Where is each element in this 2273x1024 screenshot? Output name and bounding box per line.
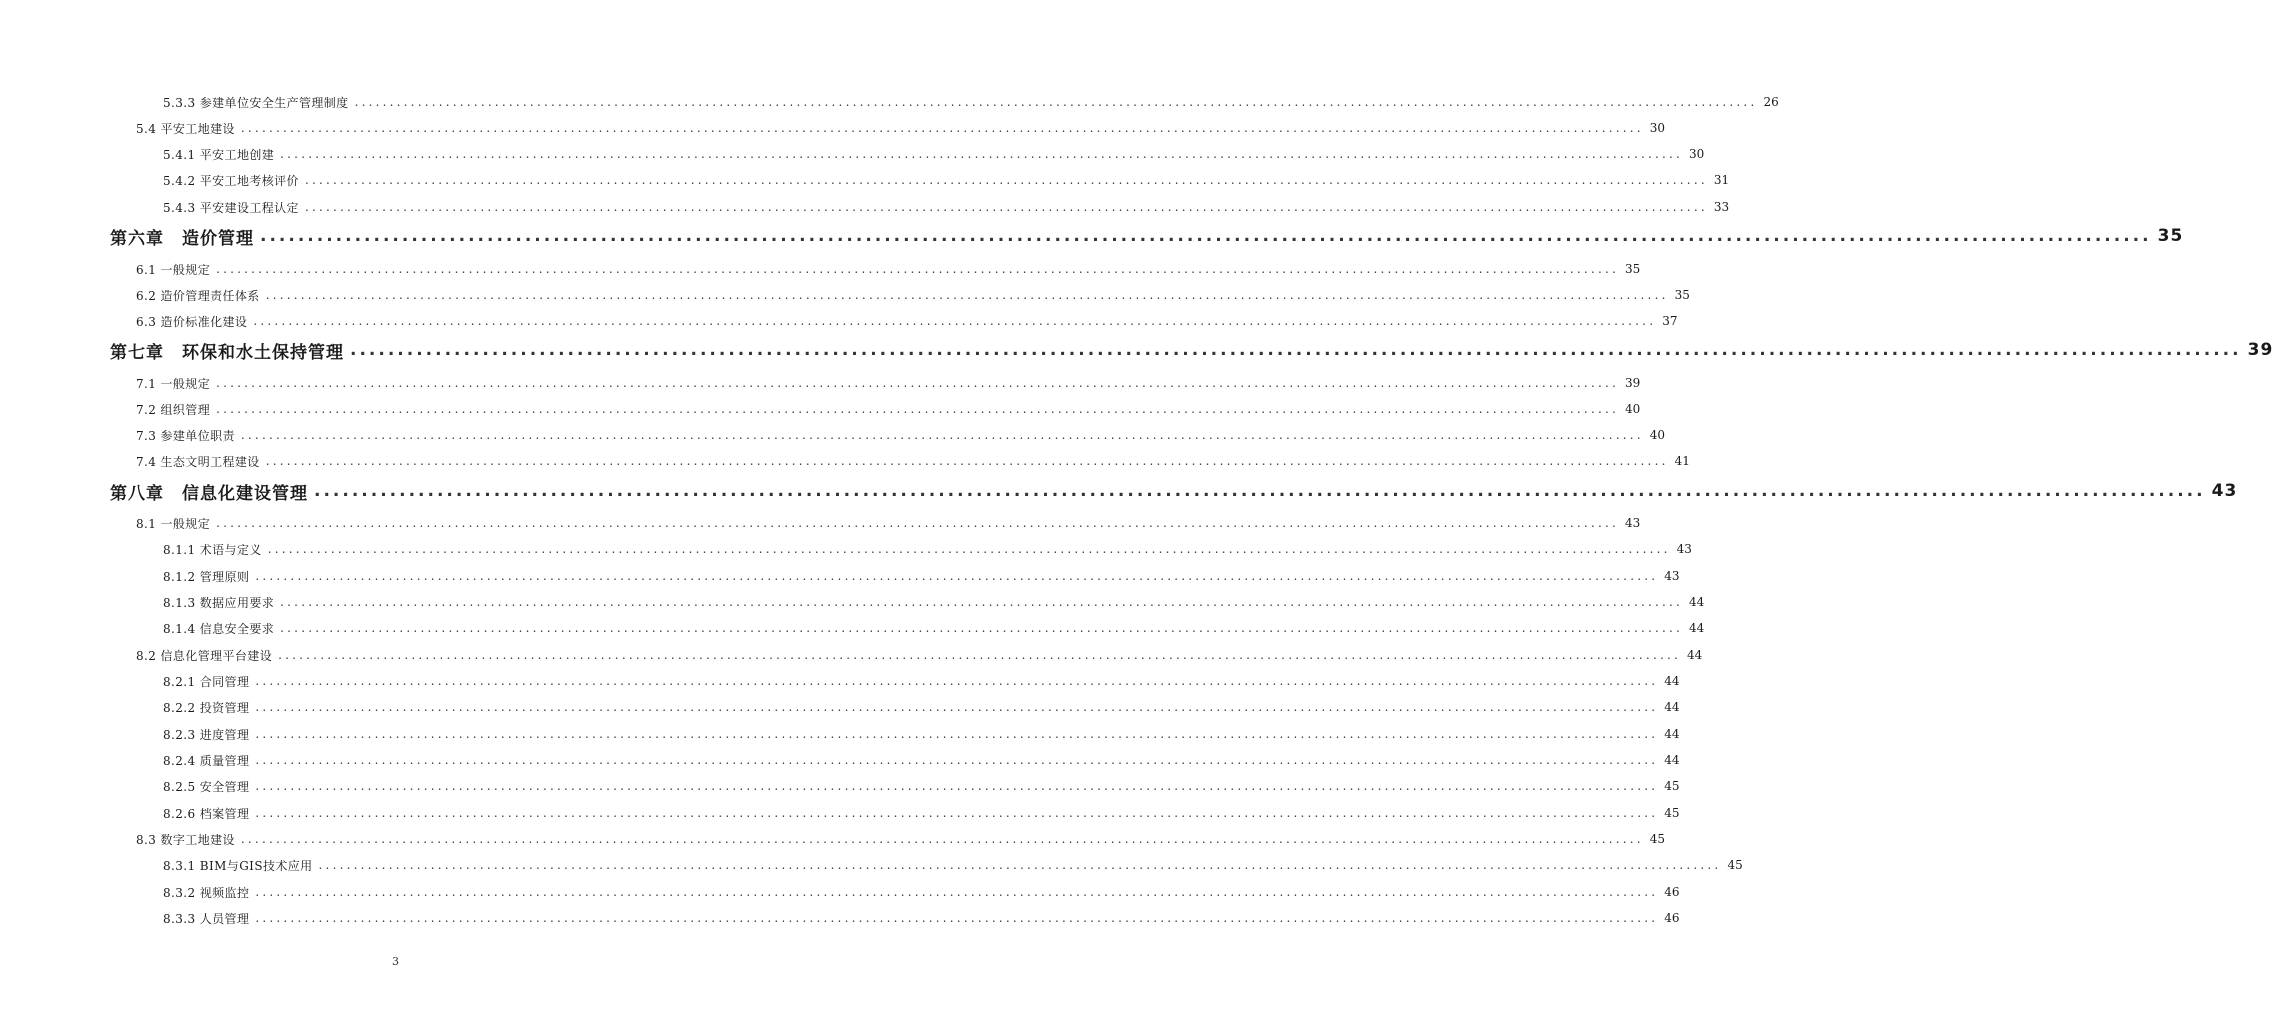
toc-entry-label: 6.1 一般规定 <box>136 262 211 277</box>
toc-entry[interactable] <box>0 285 1690 305</box>
toc-entry-page: 45 <box>1649 832 1666 846</box>
toc-leader-dots: ........................................................................................................................................................................................................ <box>255 700 1659 714</box>
toc-entry[interactable] <box>0 724 1680 744</box>
toc-entry-page: 35 <box>2157 226 2184 246</box>
toc-entry[interactable] <box>0 697 1680 717</box>
toc-entry-label: 8.3.2 视频监控 <box>163 885 250 900</box>
toc-leader-dots: ........................................................................................................................................................................................................ <box>253 314 1657 328</box>
toc-entry-label: 8.1.2 管理原则 <box>163 569 250 584</box>
toc-leader-dots: ........................................................................................................................................................................................................ <box>280 147 1684 161</box>
toc-entry[interactable] <box>0 855 1743 875</box>
toc-entry-label: 第八章 信息化建设管理 <box>110 483 308 504</box>
toc-entry-label: 7.3 参建单位职责 <box>136 428 235 443</box>
toc-entry[interactable] <box>0 311 1678 331</box>
toc-entry-page: 40 <box>1625 402 1641 416</box>
toc-entry-label: 8.3.1 BIM与GIS技术应用 <box>163 858 313 873</box>
toc-entry[interactable] <box>0 776 1680 796</box>
toc-leader-dots: ........................................................................................................................................................................................................ <box>280 621 1684 635</box>
toc-leader-dots: ........................................................................................................................................................................................................ <box>255 911 1659 925</box>
toc-entry-page: 43 <box>1676 542 1692 556</box>
toc-entry-label: 8.2 信息化管理平台建设 <box>136 648 273 663</box>
toc-entry-label: 5.4 平安工地建设 <box>136 121 235 136</box>
toc-entry-page: 44 <box>1687 648 1703 662</box>
toc-entry[interactable] <box>0 118 1666 138</box>
toc-leader-dots: ........................................................................................................................................................................................................ <box>350 340 2242 360</box>
toc-entry[interactable] <box>0 539 1692 559</box>
toc-entry-page: 44 <box>1664 727 1680 741</box>
toc-entry[interactable] <box>0 908 1680 928</box>
toc-entry[interactable] <box>0 803 1680 823</box>
toc-entry-label: 8.1.3 数据应用要求 <box>163 595 275 610</box>
toc-leader-dots: ........................................................................................................................................................................................................ <box>265 454 1669 468</box>
toc-leader-dots: ........................................................................................................................................................................................................ <box>280 595 1684 609</box>
toc-entry[interactable] <box>0 645 1703 665</box>
toc-leader-dots: ........................................................................................................................................................................................................ <box>354 95 1758 109</box>
toc-entry-page: 30 <box>1649 121 1666 135</box>
toc-entry-page: 43 <box>2211 481 2238 501</box>
toc-entry-label: 5.4.1 平安工地创建 <box>163 147 275 162</box>
toc-entry-page: 35 <box>1674 288 1690 302</box>
toc-entry-label: 8.1.1 术语与定义 <box>163 542 262 557</box>
toc-leader-dots: ........................................................................................................................................................................................................ <box>240 428 1644 442</box>
toc-entry-page: 33 <box>1713 200 1730 214</box>
toc-leader-dots: ........................................................................................................................................................................................................ <box>216 516 1619 530</box>
toc-entry-page: 39 <box>1625 376 1641 390</box>
toc-entry-page: 31 <box>1713 173 1730 187</box>
toc-entry-label: 8.3 数字工地建设 <box>136 832 235 847</box>
toc-leader-dots: ........................................................................................................................................................................................................ <box>255 674 1659 688</box>
toc-leader-dots: ........................................................................................................................................................................................................ <box>260 226 2152 246</box>
toc-entry-page: 40 <box>1649 428 1666 442</box>
toc-entry[interactable] <box>0 425 1666 445</box>
toc-leader-dots: ........................................................................................................................................................................................................ <box>240 121 1644 135</box>
toc-entry-label: 7.2 组织管理 <box>136 402 211 417</box>
toc-entry-label: 6.3 造价标准化建设 <box>136 314 248 329</box>
toc-entry[interactable] <box>0 92 1779 112</box>
toc-leader-dots: ........................................................................................................................................................................................................ <box>304 173 1708 187</box>
toc-leader-dots: ........................................................................................................................................................................................................ <box>255 806 1659 820</box>
toc-leader-dots: ........................................................................................................................................................................................................ <box>255 753 1659 767</box>
toc-entry-page: 46 <box>1664 911 1680 925</box>
toc-entry[interactable] <box>0 259 1641 279</box>
toc-entry-label: 5.4.2 平安工地考核评价 <box>163 173 299 188</box>
toc-entry-label: 8.2.4 质量管理 <box>163 753 250 768</box>
toc-leader-dots: ........................................................................................................................................................................................................ <box>255 727 1659 741</box>
toc-entry-page: 45 <box>1664 806 1680 820</box>
toc-entry-label: 8.2.2 投资管理 <box>163 700 250 715</box>
toc-leader-dots: ........................................................................................................................................................................................................ <box>216 262 1619 276</box>
toc-entry-label: 7.1 一般规定 <box>136 376 211 391</box>
toc-entry-page: 44 <box>1664 753 1680 767</box>
toc-chapter-entry[interactable] <box>0 335 2273 365</box>
toc-entry-page: 45 <box>1664 779 1680 793</box>
toc-entry-label: 6.2 造价管理责任体系 <box>136 288 260 303</box>
toc-entry-label: 8.3.3 人员管理 <box>163 911 250 926</box>
toc-entry[interactable] <box>0 170 1730 190</box>
toc-entry-page: 26 <box>1763 95 1779 109</box>
toc-leader-dots: ........................................................................................................................................................................................................ <box>278 648 1681 662</box>
toc-entry-page: 43 <box>1664 569 1680 583</box>
toc-leader-dots: ........................................................................................................................................................................................................ <box>216 402 1619 416</box>
toc-chapter-entry[interactable] <box>0 476 2238 506</box>
toc-entry-label: 5.4.3 平安建设工程认定 <box>163 200 299 215</box>
toc-entry-page: 37 <box>1662 314 1678 328</box>
toc-entry[interactable] <box>0 750 1680 770</box>
toc-entry-page: 30 <box>1689 147 1705 161</box>
toc-entry-label: 5.3.3 参建单位安全生产管理制度 <box>163 95 349 110</box>
toc-entry-page: 46 <box>1664 885 1680 899</box>
toc-entry-label: 8.1.4 信息安全要求 <box>163 621 275 636</box>
toc-entry[interactable] <box>0 144 1705 164</box>
toc-entry-label: 8.2.6 档案管理 <box>163 806 250 821</box>
toc-entry[interactable] <box>0 829 1666 849</box>
toc-entry-page: 44 <box>1664 700 1680 714</box>
toc-entry-page: 45 <box>1727 858 1743 872</box>
toc-entry[interactable] <box>0 197 1730 217</box>
toc-entry-label: 7.4 生态文明工程建设 <box>136 454 260 469</box>
toc-entry[interactable] <box>0 566 1680 586</box>
toc-leader-dots: ........................................................................................................................................................................................................ <box>216 376 1619 390</box>
toc-leader-dots: ........................................................................................................................................................................................................ <box>240 832 1644 846</box>
toc-entry-label: 第六章 造价管理 <box>110 228 254 249</box>
toc-entry-label: 8.2.1 合同管理 <box>163 674 250 689</box>
toc-entry[interactable] <box>0 671 1680 691</box>
toc-entry-page: 44 <box>1689 595 1705 609</box>
toc-entry-page: 41 <box>1674 454 1690 468</box>
toc-entry-label: 8.1 一般规定 <box>136 516 211 531</box>
toc-entry[interactable] <box>0 592 1705 612</box>
toc-entry-page: 43 <box>1625 516 1641 530</box>
toc-leader-dots: ........................................................................................................................................................................................................ <box>304 200 1708 214</box>
toc-entry[interactable] <box>0 451 1690 471</box>
toc-entry[interactable] <box>0 399 1641 419</box>
toc-entry-page: 35 <box>1625 262 1641 276</box>
toc-leader-dots: ........................................................................................................................................................................................................ <box>265 288 1669 302</box>
toc-entry[interactable] <box>0 373 1641 393</box>
toc-leader-dots: ........................................................................................................................................................................................................ <box>255 885 1659 899</box>
toc-entry-page: 44 <box>1664 674 1680 688</box>
toc-leader-dots: ........................................................................................................................................................................................................ <box>255 569 1659 583</box>
toc-leader-dots: ........................................................................................................................................................................................................ <box>255 779 1659 793</box>
toc-entry-page: 44 <box>1689 621 1705 635</box>
toc-entry[interactable] <box>0 513 1641 533</box>
toc-entry-page: 39 <box>2247 340 2273 360</box>
toc-entry[interactable] <box>0 618 1705 638</box>
toc-leader-dots: ........................................................................................................................................................................................................ <box>318 858 1722 872</box>
toc-entry-label: 第七章 环保和水土保持管理 <box>110 342 344 363</box>
toc-leader-dots: ........................................................................................................................................................................................................ <box>314 481 2206 501</box>
toc-entry-label: 8.2.5 安全管理 <box>163 779 250 794</box>
page-number: 3 <box>392 955 399 968</box>
toc-chapter-entry[interactable] <box>0 221 2184 251</box>
toc-entry[interactable] <box>0 882 1680 902</box>
toc-entry-label: 8.2.3 进度管理 <box>163 727 250 742</box>
toc-leader-dots: ........................................................................................................................................................................................................ <box>267 542 1671 556</box>
